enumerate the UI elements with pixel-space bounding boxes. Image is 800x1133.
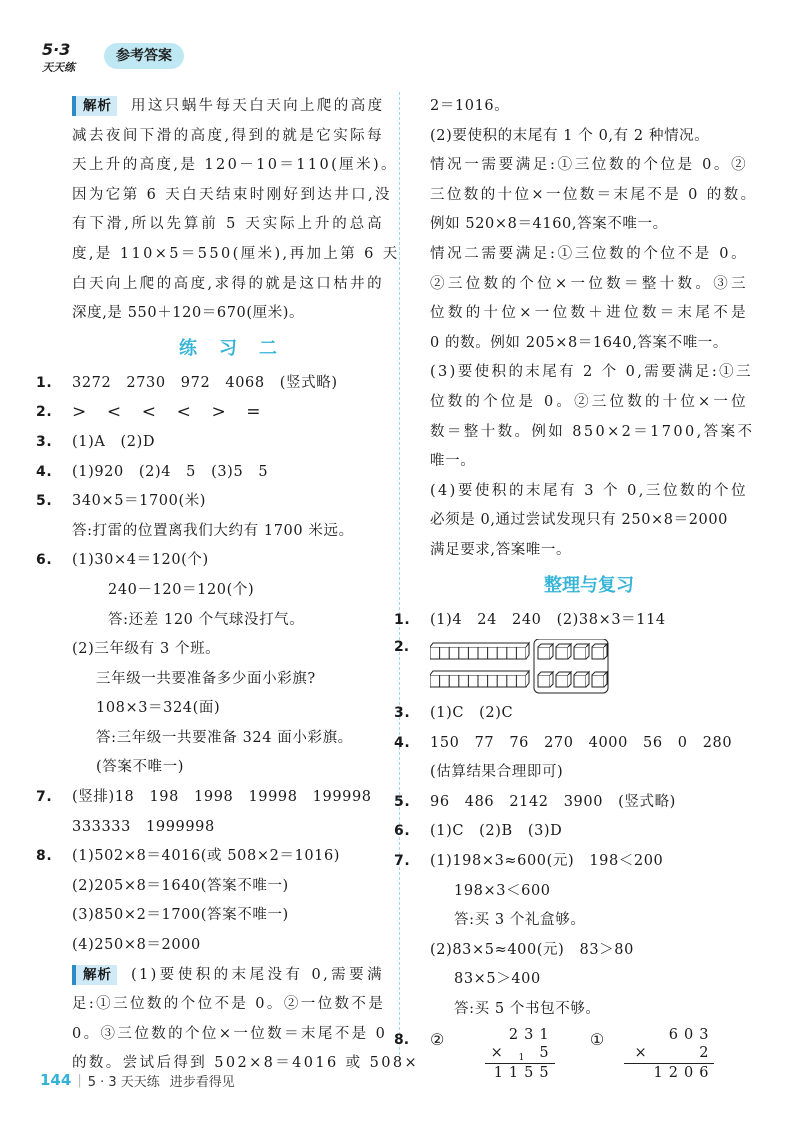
analysis-continuation: 2＝1016。 (2)要使积的末尾有 1 个 0,有 2 种情况。 情况一需要满足:①三位数的个位是 0。② 三位数的十位×一位数＝末尾不是 0 的数。 例如 520×8＝4160,答案不唯一。 情况二需要满足:①三位数的个位不是 0。 ②三位数的个位×一位数＝整十数。③三 位数的十位×一位数＋进位数＝末尾不是 0 的数。例如 205×8＝1640,答案不唯一。 (3)要使积的末尾有 2 个 0,需要满足:①三 位数的个位是 0。②三位数的十位×一位 数＝整十数。例如 850×2＝1700,答案不 唯一。 (4)要使积的末尾有 3 个 0,三位数的个位 必须是 0,通过尝试发现只有 250×8＝2000 满足要求,答案唯一。 (430, 98, 758, 558)
analysis-block-2 (72, 961, 420, 1079)
analysis-line: 的数。尝试后得到 502×8＝4016 或 508× (72, 1055, 420, 1072)
page-footer: 144 | 5 · 3 天天练 进步看得见 (40, 1071, 235, 1090)
question-5: 5 . 340×5＝1700(米) 答:打雷的位置离我们大约有 1700 米远。 (72, 487, 384, 546)
analysis-line: 0。③三位数的个位×一位数＝末尾不是 0 (72, 1025, 388, 1042)
footer-slogan: 进步看得见 (169, 1074, 235, 1090)
book-name: 5 · 3 天天练 (87, 1074, 160, 1090)
analysis-tag: 解析 (72, 96, 117, 116)
analysis-line: 有下滑,所以先算前 5 天实际上升的总高 (72, 216, 384, 233)
answer-mark-b: ① (589, 1029, 605, 1049)
question-8: 8 . (1)502×8＝4016(或 508×2＝1016) (2)205×8＝1640(答案不唯一) (3)850×2＝1700(答案不唯一) (4)250×8＝2000 (72, 842, 384, 960)
question-3: 3 . (1)A (2)D (72, 428, 384, 458)
cube-blocks-figure (430, 639, 610, 695)
page-number: 144 (40, 1071, 72, 1089)
question-3: 3 . (1)C (2)C (430, 699, 748, 729)
question-8: 8 . ② 231 × 1 5 1155 ① 603 × 2 1206 (430, 1025, 748, 1089)
ten-rods-row-top (430, 643, 529, 659)
question-2: 2 . > < < < > = (72, 398, 384, 428)
question-2: 2 . (430, 635, 748, 699)
page-header (40, 38, 184, 74)
question-4: 4 . (1)920 (2)4 5 (3)5 5 (72, 458, 384, 488)
left-column (36, 92, 420, 1079)
analysis-line: 度,是 110×5＝550(厘米),再加上第 6 天 (72, 245, 400, 262)
question-6: 6 . (1)30×4＝120(个) 240－120＝120(个) 答:还差 120 个气球没打气。 (2)三年级有 3 个班。 三年级一共要准备多少面小彩旗? 108×3＝324(面) 答:三年级一共要准备 324 面小彩旗。 (答案不唯一) (72, 546, 384, 783)
question-7: 7 . (竖排)18 198 1998 19998 199998 333333 1999998 (72, 783, 384, 842)
column-divider (399, 92, 400, 1060)
analysis-line: 深度,是 550＋120＝670(厘米)。 (72, 305, 305, 322)
analysis-line: 因为它第 6 天白天结束时刚好到达井口,没 (72, 186, 392, 203)
analysis-line: 白天向上爬的高度,求得的就是这口枯井的 (72, 275, 384, 292)
question-6: 6 . (1)C (2)B (3)D (430, 817, 748, 847)
analysis-line: 足:①三位数的个位不是 0。②一位数不是 (72, 996, 386, 1013)
header-label: 参考答案 (104, 43, 184, 69)
question-4: 4 . 150 77 76 270 4000 56 0 280 (估算结果合理即可) (430, 729, 748, 788)
ten-rods-row-bottom (430, 671, 529, 687)
analysis-line: 解析 (1)要使积的末尾没有 0,需要满 (72, 961, 384, 991)
question-5: 5 . 96 486 2142 3900 (竖式略) (430, 788, 748, 818)
svg-text:天天练: 天天练 (42, 61, 75, 74)
analysis-line: 减去夜间下滑的高度,得到的就是它实际每 (72, 127, 384, 144)
svg-text:5·3: 5·3 (42, 40, 71, 59)
analysis-tag: 解析 (72, 965, 117, 985)
question-7: 7 . (1)198×3≈600(元) 198＜200 198×3＜600 答:买 3 个礼盒够。 (2)83×5≈400(元) 83＞80 83×5＞400 答:买 5 个书包不够。 (430, 847, 748, 1025)
analysis-block-1 (72, 92, 400, 329)
analysis-line: 解析 用这只蜗牛每天白天向上爬的高度 (72, 92, 384, 122)
section-title: 整理与复习 (544, 574, 634, 596)
question-1: 1 . 3272 2730 972 4068 (竖式略) (72, 369, 384, 399)
brand-logo (40, 38, 100, 74)
question-1: 1 . (1)4 24 240 (2)38×3＝114 (430, 606, 748, 636)
analysis-line: 天上升的高度,是 120－10＝110(厘米)。 (72, 157, 398, 174)
right-column (394, 92, 758, 1089)
vertical-multiplication-a: 231 × 1 5 1155 (465, 1025, 555, 1085)
answer-mark-a: ② (430, 1029, 445, 1049)
vertical-multiplication-b: 603 × 2 1206 (624, 1025, 714, 1085)
section-title: 练习二 (179, 337, 299, 359)
